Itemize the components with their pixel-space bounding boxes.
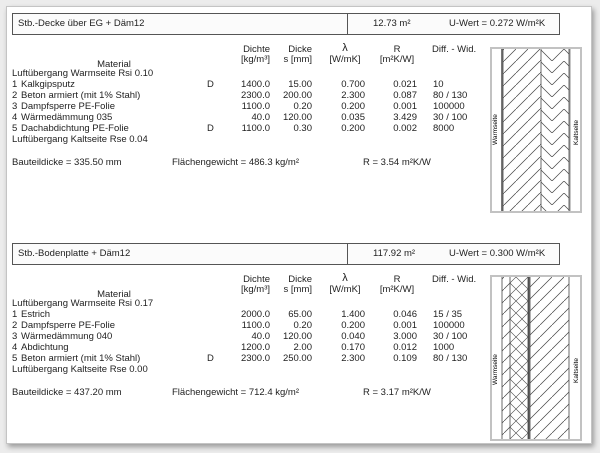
header-dichte-unit: [kg/m³] (240, 284, 270, 295)
flaechengewicht: Flächengewicht = 712.4 kg/m² (172, 387, 299, 398)
u-value: U-Wert = 0.300 W/m²K (449, 248, 546, 259)
warm-side-label: Warmseite (492, 114, 499, 145)
header-dichte: Dichte (243, 44, 270, 55)
bauteildicke: Bauteildicke = 437.20 mm (12, 387, 122, 398)
header-dicke: Dicke (288, 274, 312, 285)
header-dichte-unit: [kg/m³] (240, 54, 270, 65)
header-lambda: λ (342, 272, 348, 284)
panel-header (12, 243, 560, 265)
rse-row: Luftübergang Kaltseite Rse 0.04 (12, 134, 148, 145)
header-lambda-unit: [W/mK] (329, 284, 361, 295)
panel-title: Stb.-Bodenplatte + Däm12 (18, 248, 131, 259)
layer-row: 3 Dampfsperre PE-Folie 1100.0 0.20 0.200 0.001 100000 (12, 101, 465, 112)
warm-side-label: Warmseite (492, 354, 499, 385)
layer-diagram (490, 275, 582, 441)
u-value: U-Wert = 0.272 W/m²K (449, 18, 546, 29)
cold-side-label: Kaltseite (573, 120, 580, 145)
component-panel-1 (7, 7, 591, 212)
layer-row: 3 Wärmedämmung 040 40.0 120.00 0.040 3.000 30 / 100 (12, 331, 468, 342)
layer-row: 2 Dampfsperre PE-Folie 1100.0 0.20 0.200 0.001 100000 (12, 320, 465, 331)
rse-row: Luftübergang Kaltseite Rse 0.00 (12, 364, 148, 375)
rsi-row: Luftübergang Warmseite Rsi 0.17 (12, 298, 154, 309)
layer-diagram (490, 47, 582, 213)
cold-side-label: Kaltseite (573, 358, 580, 383)
component-panel-2 (7, 237, 591, 442)
header-diff: Diff. - Wid. (432, 274, 477, 285)
layer-row: 4 Wärmedämmung 035 40.0 120.00 0.035 3.429 30 / 100 (12, 112, 468, 123)
header-r: R (393, 274, 401, 285)
layer-row: 5 Dachabdichtung PE-Folie D 1100.0 0.30 0.200 0.002 8000 (12, 123, 455, 134)
header-diff: Diff. - Wid. (432, 44, 477, 55)
header-dichte: Dichte (243, 274, 270, 285)
layer-row: 5 Beton armiert (mit 1% Stahl) D 2300.0 250.00 2.300 0.109 80 / 130 (12, 353, 468, 364)
layer-row: 1 Kalkgipsputz D 1400.0 15.00 0.700 0.021 10 (12, 79, 444, 90)
rsi-row: Luftübergang Warmseite Rsi 0.10 (12, 68, 154, 79)
panel-title: Stb.-Decke über EG + Däm12 (18, 18, 145, 29)
header-dicke: Dicke (288, 44, 312, 55)
header-lambda: λ (342, 42, 348, 54)
bauteildicke: Bauteildicke = 335.50 mm (12, 157, 122, 168)
flaechengewicht: Flächengewicht = 486.3 kg/m² (172, 157, 299, 168)
document-page (6, 6, 592, 444)
panel-header (12, 13, 560, 35)
header-r-unit: [m²K/W] (379, 284, 415, 295)
panel-area: 12.73 m² (373, 18, 411, 29)
layer-row: 4 Abdichtung 1200.0 2.00 0.170 0.012 1000 (12, 342, 455, 353)
r-total: R = 3.17 m²K/W (363, 387, 431, 398)
header-dicke-unit: s [mm] (283, 54, 312, 65)
r-total: R = 3.54 m²K/W (363, 157, 431, 168)
panel-area: 117.92 m² (373, 248, 416, 259)
header-material: Material (97, 289, 131, 300)
layer-row: 1 Estrich 2000.0 65.00 1.400 0.046 15 / 35 (12, 309, 463, 320)
header-lambda-unit: [W/mK] (329, 54, 361, 65)
layer-row: 2 Beton armiert (mit 1% Stahl) 2300.0 200.00 2.300 0.087 80 / 130 (12, 90, 468, 101)
header-dicke-unit: s [mm] (283, 284, 312, 295)
header-r: R (393, 44, 401, 55)
header-material: Material (97, 59, 131, 70)
header-r-unit: [m²K/W] (379, 54, 415, 65)
